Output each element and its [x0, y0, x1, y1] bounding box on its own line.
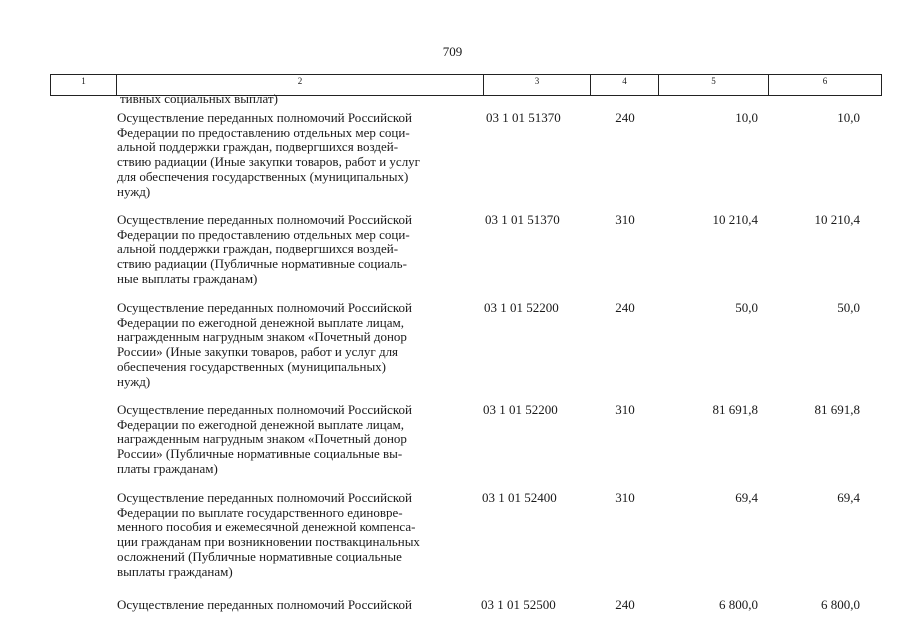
- row-description: Осуществление переданных полномочий Российской Федерации по ежегодной денежной выплате лицам, награжденным нагрудным знаком «Почетный донор России» (Иные закупки товаров, работ и услуг для обеспечения государственных (муниципальных) нужд): [117, 300, 412, 389]
- header-col-2: 2: [117, 75, 484, 95]
- row-vr: 240: [615, 300, 635, 315]
- row-vr: 310: [615, 212, 635, 227]
- row-code: 03 1 01 51370: [485, 212, 560, 227]
- row-description: Осуществление переданных полномочий Российской Федерации по выплате государственного единовре- менного пособия и ежемесячной денежной компенса- ции гражданам при возникновении поствакцинальных осложнений (Публичные нормативные социальные выплаты гражданам): [117, 490, 420, 579]
- row-vr: 240: [615, 110, 635, 125]
- row-description: Осуществление переданных полномочий Российской: [117, 597, 412, 612]
- header-col-3: 3: [484, 75, 591, 95]
- row-col5: 50,0: [735, 300, 758, 315]
- row-description: Осуществление переданных полномочий Российской Федерации по ежегодной денежной выплате лицам, награжденным нагрудным знаком «Почетный донор России» (Публичные нормативные социальные вы- платы гражданам): [117, 402, 412, 476]
- header-col-1: 1: [51, 75, 117, 95]
- header-col-4: 4: [591, 75, 659, 95]
- row-col5: 69,4: [735, 490, 758, 505]
- continuation-text: тивных социальных выплат): [120, 91, 278, 106]
- row-code: 03 1 01 52500: [481, 597, 556, 612]
- row-col6: 10,0: [837, 110, 860, 125]
- row-code: 03 1 01 52200: [484, 300, 559, 315]
- header-col-6: 6: [822, 76, 828, 86]
- row-col6: 6 800,0: [821, 597, 860, 612]
- row-col5: 10,0: [735, 110, 758, 125]
- row-col5: 10 210,4: [712, 212, 758, 227]
- row-vr: 310: [615, 402, 635, 417]
- row-col5: 6 800,0: [719, 597, 758, 612]
- header-col-5: 5: [659, 75, 769, 95]
- row-vr: 310: [615, 490, 635, 505]
- row-col6: 50,0: [837, 300, 860, 315]
- row-col6: 69,4: [837, 490, 860, 505]
- row-description: Осуществление переданных полномочий Российской Федерации по предоставлению отдельных мер соци- альной поддержки граждан, подвергшихся воздей- ствию радиации (Иные закупки товаров, работ и услуг для обеспечения государственных (муниципальных) нужд): [117, 110, 421, 199]
- row-description: Осуществление переданных полномочий Российской Федерации по предоставлению отдельных мер соци- альной поддержки граждан, подвергшихся воздей- ствию радиации (Публичные нормативные социаль- ные выплаты гражданам): [117, 212, 412, 286]
- row-code: 03 1 01 51370: [486, 110, 561, 125]
- row-vr: 240: [615, 597, 635, 612]
- page-number: 709: [442, 44, 463, 59]
- row-code: 03 1 01 52400: [482, 490, 557, 505]
- row-col6: 10 210,4: [814, 212, 860, 227]
- row-code: 03 1 01 52200: [483, 402, 558, 417]
- row-col6: 81 691,8: [814, 402, 860, 417]
- row-col5: 81 691,8: [712, 402, 758, 417]
